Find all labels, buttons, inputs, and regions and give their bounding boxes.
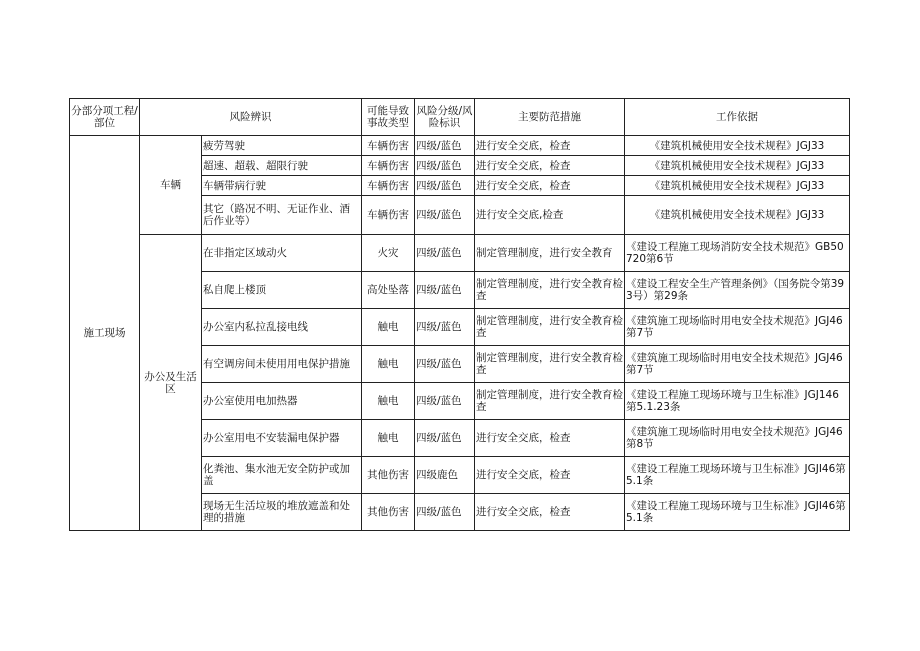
risk-cell: 办公室用电不安装漏电保护器	[202, 420, 362, 457]
risk-cell: 现场无生活垃圾的堆放遮盖和处理的措施	[202, 494, 362, 531]
measure-cell: 制定管理制度，进行安全教育检查	[475, 383, 625, 420]
header-measures: 主要防范措施	[475, 99, 625, 136]
table-row	[70, 136, 850, 156]
type-cell: 车辆伤害	[362, 156, 415, 176]
level-cell: 四级/蓝色	[415, 136, 475, 156]
header-basis: 工作依据	[625, 99, 850, 136]
basis-cell: 《建筑机械使用安全技术规程》JGJ33	[625, 196, 850, 235]
measure-cell: 制定管理制度，进行安全教育检查	[475, 309, 625, 346]
risk-cell: 有空调房间未使用用电保护措施	[202, 346, 362, 383]
type-cell: 火灾	[362, 235, 415, 272]
basis-cell: 《建筑机械使用安全技术规程》JGJ33	[625, 156, 850, 176]
header-row	[70, 99, 850, 136]
basis-cell: 《建设工程施工现场环境与卫生标准》JGJ146第5.1.23条	[625, 383, 850, 420]
type-cell: 其他伤害	[362, 494, 415, 531]
risk-cell: 车辆带病行驶	[202, 176, 362, 196]
type-cell: 车辆伤害	[362, 176, 415, 196]
risk-cell: 化粪池、集水池无安全防护或加盖	[202, 457, 362, 494]
measure-cell: 进行安全交底,检查	[475, 196, 625, 235]
level-cell: 四级鹿色	[415, 457, 475, 494]
level-cell: 四级/蓝色	[415, 420, 475, 457]
level-cell: 四级/蓝色	[415, 176, 475, 196]
risk-cell: 办公室内私拉乱接电线	[202, 309, 362, 346]
level-cell: 四级/蓝色	[415, 235, 475, 272]
measure-cell: 制定管理制度，进行安全教育	[475, 235, 625, 272]
table-row	[70, 235, 850, 272]
header-accident-type: 可能导致事故类型	[362, 99, 415, 136]
level-cell: 四级/蓝色	[415, 309, 475, 346]
risk-cell: 办公室使用电加热器	[202, 383, 362, 420]
level-cell: 四级/蓝色	[415, 272, 475, 309]
type-cell: 其他伤害	[362, 457, 415, 494]
type-cell: 触电	[362, 420, 415, 457]
basis-cell: 《建设工程施工现场环境与卫生标准》JGJI46第5.1条	[625, 494, 850, 531]
basis-cell: 《建筑施工现场临时用电安全技术规范》JGJ46第7节	[625, 309, 850, 346]
basis-cell: 《建筑施工现场临时用电安全技术规范》JGJ46第7节	[625, 346, 850, 383]
basis-cell: 《建筑施工现场临时用电安全技术规范》JGJ46第8节	[625, 420, 850, 457]
measure-cell: 进行安全交底，检查	[475, 494, 625, 531]
level-cell: 四级/蓝色	[415, 156, 475, 176]
level-cell: 四级/蓝色	[415, 494, 475, 531]
basis-cell: 《建设工程安全生产管理条例》（国务院令第393号）第29条	[625, 272, 850, 309]
measure-cell: 进行安全交底，检查	[475, 136, 625, 156]
type-cell: 车辆伤害	[362, 196, 415, 235]
measure-cell: 制定管理制度，进行安全教育检查	[475, 272, 625, 309]
basis-cell: 《建设工程施工现场消防安全技术规范》GB50720第6节	[625, 235, 850, 272]
basis-cell: 《建设工程施工现场环境与卫生标准》JGJI46第5.1条	[625, 457, 850, 494]
group-cell: 办公及生活区	[140, 235, 202, 531]
measure-cell: 进行安全交底，检查	[475, 176, 625, 196]
header-level: 风险分级/风险标识	[415, 99, 475, 136]
site-cell: 施工现场	[70, 136, 140, 531]
basis-cell: 《建筑机械使用安全技术规程》JGJ33	[625, 136, 850, 156]
basis-cell: 《建筑机械使用安全技术规程》JGJ33	[625, 176, 850, 196]
measure-cell: 进行安全交底，检查	[475, 156, 625, 176]
risk-cell: 其它（路况不明、无证作业、酒后作业等）	[202, 196, 362, 235]
type-cell: 触电	[362, 346, 415, 383]
level-cell: 四级/蓝色	[415, 346, 475, 383]
type-cell: 高处坠落	[362, 272, 415, 309]
header-risk: 风险辨识	[140, 99, 362, 136]
risk-table	[69, 98, 850, 531]
type-cell: 触电	[362, 309, 415, 346]
header-part: 分部分项工程/部位	[70, 99, 140, 136]
risk-cell: 在非指定区域动火	[202, 235, 362, 272]
level-cell: 四级/蓝色	[415, 383, 475, 420]
type-cell: 触电	[362, 383, 415, 420]
type-cell: 车辆伤害	[362, 136, 415, 156]
measure-cell: 制定管理制度，进行安全教育检查	[475, 346, 625, 383]
measure-cell: 进行安全交底，检查	[475, 457, 625, 494]
level-cell: 四级/蓝色	[415, 196, 475, 235]
risk-cell: 私自爬上楼顶	[202, 272, 362, 309]
group-cell: 车辆	[140, 136, 202, 235]
risk-cell: 超速、超载、超限行驶	[202, 156, 362, 176]
risk-cell: 疲劳驾驶	[202, 136, 362, 156]
measure-cell: 进行安全交底，检查	[475, 420, 625, 457]
